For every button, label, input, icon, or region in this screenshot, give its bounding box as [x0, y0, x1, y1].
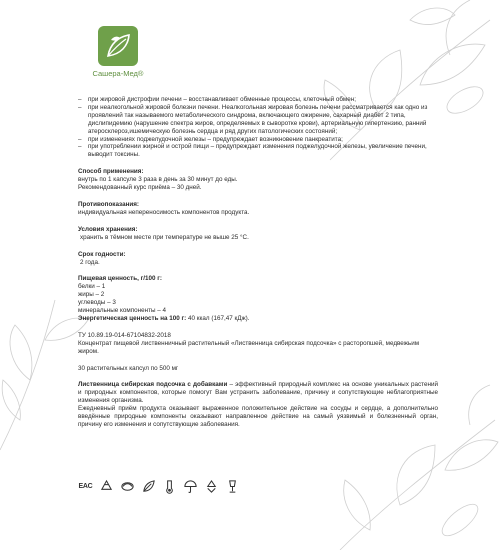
storage-section — [78, 226, 438, 242]
nutrition-item: жиры – 2 — [78, 291, 105, 299]
usage-line: Рекомендованный курс приёма – 30 дней. — [78, 184, 202, 192]
about-lead: Лиственница сибирская подсочка с добавками — [78, 381, 228, 389]
energy-line — [78, 315, 438, 323]
pack-info: 30 растительных капсул по 500 мг — [78, 364, 179, 372]
contraindications-text: индивидуальная непереносимость компонентов продукта. — [78, 208, 250, 216]
leaf-eco-icon — [141, 479, 156, 494]
contraindications-section — [78, 201, 438, 217]
leaf-logo-icon — [98, 26, 138, 66]
shelf-life-text: 2 года. — [80, 258, 100, 266]
shelf-life-section — [78, 251, 438, 267]
storage-text: хранить в тёмном месте при температуре не выше 25 °С. — [80, 233, 249, 241]
nutrition-item: минеральные компоненты – 4 — [78, 307, 166, 315]
nutrition-item: белки – 1 — [78, 283, 106, 291]
tu-code: ТУ 10.89.19-014-67104832-2018 — [78, 331, 171, 339]
usage-section — [78, 168, 438, 192]
about-paragraph-2: Ежедневный приём продукта оказывает выраженное положительное действие на сосуды и сердце, а дополнительно введённые природные компоненты оказывают направленное действие на самый уязвимый и болезненный орган, причину его изменения и сопутствующие заболевания. — [78, 405, 438, 428]
usage-heading: Способ применения: — [78, 168, 144, 176]
eac-mark-icon: EAC — [78, 483, 93, 490]
about-section — [78, 381, 438, 428]
indications-list — [78, 96, 438, 159]
usage-line: внутрь по 1 капсуле 3 раза в день за 30 минут до еды. — [78, 176, 238, 184]
energy-label: Энергетическая ценность на 100 г: — [78, 314, 187, 322]
list-item: – при изменениях поджелудочной железы – предупреждает возникновение панкреатита; — [78, 136, 438, 144]
botanical-decoration-left — [0, 260, 90, 460]
keep-dry-icon — [183, 479, 198, 494]
nutrition-section — [78, 275, 438, 322]
about-text: – эффективный природный комплекс на основе уникальных растений и природных компонентов, которые помогут Вам устранить заболевание, причину и сопутствующие неблагоприятные изменения организма. — [78, 381, 438, 405]
certification-marks — [78, 479, 240, 494]
mobius-recycle-icon — [99, 479, 114, 494]
fragile-glass-icon — [225, 479, 240, 494]
list-item: – при употреблении жирной и острой пищи – предупреждает изменения поджелудочной железы, увеличение печени, выводит токсины. — [78, 143, 438, 159]
storage-temperature-icon — [162, 479, 177, 494]
about-paragraph — [78, 381, 438, 405]
nutrition-heading: Пищевая ценность, г/100 г: — [78, 275, 162, 283]
contraindications-heading: Противопоказания: — [78, 200, 140, 208]
brand-name: Сашера-Мед® — [92, 69, 144, 78]
brand-logo — [86, 26, 150, 78]
storage-heading: Условия хранения: — [78, 225, 138, 233]
list-item: – при неалкогольной жировой болезни печени. Неалкогольная жировая болезнь печени рассматривается как одно из проявлений так называемого метаболического синдрома, включающего ожирение, сахарный диабет 2 типа, дислипидемию (нарушение спектра жиров, определяемых в сыворотке крови), артериальную гипертензию, ранний атеросклероз,ишемическую болезнь сердца и ряд других патологических состояний; — [78, 104, 438, 136]
shelf-life-heading: Срок годности: — [78, 250, 126, 258]
nutrition-item: углеводы – 3 — [78, 299, 116, 307]
energy-value: 40 ккал (167,47 кДж). — [188, 314, 250, 322]
recycle-icon — [204, 479, 219, 494]
list-item: – при жировой дистрофии печени – восстанавливает обменные процессы, клеточный обмен; — [78, 96, 438, 104]
natural-product-icon — [120, 479, 135, 494]
spec-section — [78, 332, 438, 356]
product-description: Концентрат пищевой лиственничный растительный «Лиственница сибирская подсочка» с расторопшей, медвежьим жиром. — [78, 339, 420, 355]
pack-section — [78, 365, 438, 373]
leaflet-text — [78, 96, 438, 429]
